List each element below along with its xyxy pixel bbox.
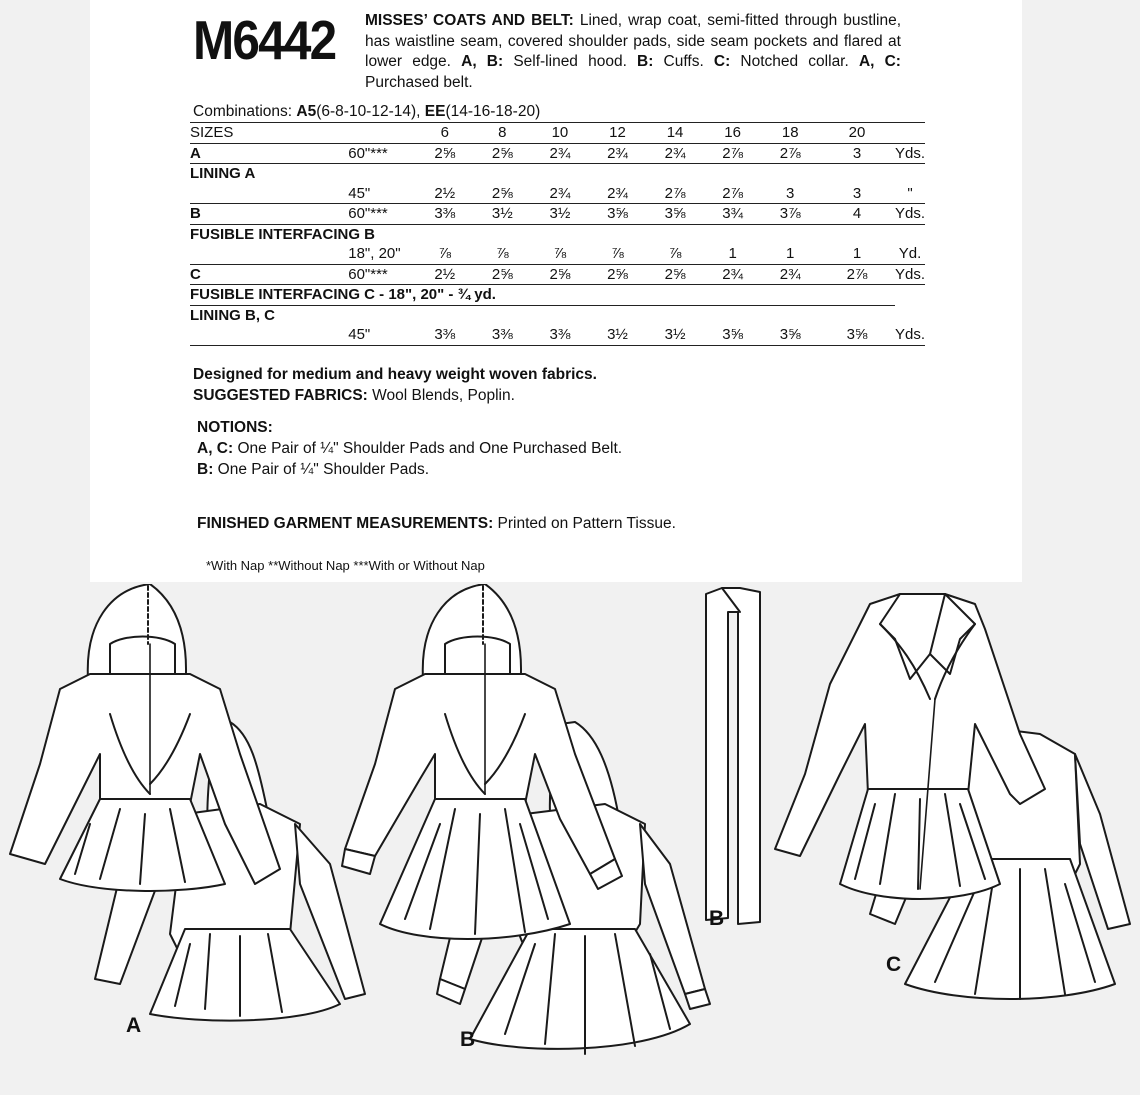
size-code-ee: EE: [424, 103, 446, 120]
yardage-value-cell: ⅞: [416, 244, 474, 264]
view-cell: A: [190, 143, 348, 164]
yardage-value-cell: 2¾: [589, 184, 647, 204]
yardage-heading-row: [190, 224, 925, 244]
view-cell: C: [190, 264, 348, 285]
yardage-value-cell: 3⅝: [704, 325, 762, 345]
suggested-fabrics: [193, 387, 515, 405]
unit-cell: ": [895, 184, 925, 204]
unit-cell: Yds.: [894, 205, 925, 222]
view-cell: [190, 184, 348, 204]
pattern-number: M6442: [193, 9, 336, 71]
yardage-row: [190, 143, 925, 164]
yardage-value-cell: 2¾: [646, 143, 704, 164]
size-header-cell: 14: [646, 123, 704, 144]
designed-for: Designed for medium and heavy weight woven fabrics.: [193, 366, 597, 383]
yardage-value-cell: 2¾: [589, 143, 647, 164]
fabric-width-cell: 60"***: [348, 143, 416, 164]
yardage-value-cell: ⅞: [531, 244, 589, 264]
yardage-value-cell: ⅞: [474, 244, 532, 264]
fabric-width-cell: 60"***: [348, 264, 416, 285]
yardage-value-cell: 3½: [474, 204, 532, 225]
yardage-value-cell: 3⅜: [531, 325, 589, 345]
yardage-value-cell: 2⅞: [704, 143, 762, 164]
view-label-b-belt: B: [709, 907, 725, 930]
yardage-row: [190, 204, 925, 225]
size-header-cell: 8: [474, 123, 532, 144]
yardage-value-cell: 3⅝: [819, 325, 895, 345]
fabric-width-cell: 18", 20": [348, 244, 416, 264]
yardage-value-cell: 2⅞: [646, 184, 704, 204]
sizes-label: SIZES: [190, 123, 416, 144]
yardage-value-cell: 1: [819, 244, 895, 264]
yardage-row: [190, 244, 925, 264]
yardage-value-cell: 3½: [646, 325, 704, 345]
technical-drawings: [0, 584, 1140, 1090]
yardage-value-cell: 2⅝: [474, 184, 532, 204]
notion-text: One Pair of ¼" Shoulder Pads and One Purchased Belt.: [237, 440, 623, 457]
yardage-value-cell: 2¾: [704, 264, 762, 285]
view-label-a: A: [126, 1014, 142, 1037]
yardage-value-cell: 2¾: [531, 143, 589, 164]
yardage-value-cell: 3⅜: [416, 204, 474, 225]
finished-measurements-label: FINISHED GARMENT MEASUREMENTS:: [197, 515, 494, 532]
yardage-value-cell: 2⅝: [589, 264, 647, 285]
belt-drawing: [706, 588, 760, 924]
size-header-cell: 6: [416, 123, 474, 144]
yardage-value-cell: 3⅝: [646, 204, 704, 225]
feature-label: A, B:: [461, 53, 504, 70]
yardage-value-cell: 2¾: [531, 184, 589, 204]
nap-footnote: *With Nap **Without Nap ***With or Without Nap: [206, 558, 485, 573]
yardage-heading-row: [190, 164, 925, 184]
feature-text: Purchased belt.: [365, 73, 473, 91]
yardage-value-cell: 2⅞: [761, 143, 819, 164]
notion-label: B:: [197, 461, 214, 478]
feature-text: Cuffs.: [663, 53, 704, 70]
size-header-cell: 10: [531, 123, 589, 144]
yardage-value-cell: 2¾: [761, 264, 819, 285]
suggested-fabrics-label: SUGGESTED FABRICS:: [193, 387, 368, 404]
notion-item: [197, 461, 429, 479]
yardage-value-cell: 3⅝: [761, 325, 819, 345]
yardage-value-cell: 3⅜: [416, 325, 474, 345]
yardage-value-cell: 2⅝: [646, 264, 704, 285]
combinations-label: Combinations:: [193, 103, 293, 120]
yardage-heading: LINING B, C: [190, 306, 275, 324]
yardage-value-cell: 3: [819, 143, 895, 164]
size-range-ee: (14-16-18-20): [445, 103, 541, 120]
yardage-heading: FUSIBLE INTERFACING B: [190, 225, 376, 243]
fabric-width-cell: 60"***: [348, 204, 416, 225]
yardage-value-cell: 2⅞: [704, 184, 762, 204]
yardage-value-cell: 3⅝: [589, 204, 647, 225]
unit-cell: Yds.: [894, 326, 925, 343]
finished-measurements: [197, 515, 676, 533]
yardage-value-cell: 1: [761, 244, 819, 264]
yardage-table: [190, 122, 925, 346]
yardage-value-cell: 2½: [416, 184, 474, 204]
feature-label: B:: [637, 53, 654, 70]
view-cell: B: [190, 204, 348, 225]
size-header-cell: 12: [589, 123, 647, 144]
yardage-value-cell: 2⅞: [819, 264, 895, 285]
notion-text: One Pair of ¼" Shoulder Pads.: [217, 461, 430, 478]
yardage-value-cell: 3¾: [704, 204, 762, 225]
notion-label: A, C:: [197, 440, 234, 457]
yardage-value-cell: 1: [704, 244, 762, 264]
size-range-a5: (6-8-10-12-14),: [316, 103, 421, 120]
yardage-row: [190, 325, 925, 345]
unit-cell: Yd.: [895, 244, 925, 264]
size-header-cell: 18: [761, 123, 819, 144]
yardage-value-cell: 3⅞: [761, 204, 819, 225]
notion-item: [197, 440, 622, 458]
pattern-description: [365, 11, 901, 93]
notions-heading: NOTIONS:: [197, 419, 273, 436]
yardage-value-cell: 3½: [589, 325, 647, 345]
view-cell: [190, 244, 348, 264]
yardage-value-cell: 2½: [416, 264, 474, 285]
feature-text: Self-lined hood.: [513, 53, 627, 70]
yardage-value-cell: 3: [819, 184, 895, 204]
yardage-value-cell: 4: [819, 204, 895, 225]
fabric-width-cell: 45": [348, 184, 416, 204]
view-label-c: C: [886, 953, 902, 976]
yardage-value-cell: 3⅜: [474, 325, 532, 345]
yardage-heading: LINING A: [190, 165, 256, 182]
yardage-heading-row: [190, 305, 925, 325]
size-header-cell: 16: [704, 123, 762, 144]
unit-cell: Yds.: [894, 265, 925, 283]
view-label-b-front: B: [460, 1028, 476, 1051]
yardage-value-cell: 2⅝: [474, 264, 532, 285]
finished-measurements-text: Printed on Pattern Tissue.: [497, 515, 676, 532]
suggested-fabrics-text: Wool Blends, Poplin.: [372, 387, 515, 404]
unit-cell: Yds.: [894, 144, 925, 162]
fabric-width-cell: 45": [348, 325, 416, 345]
sizes-header-row: [190, 123, 925, 144]
description-text: Lined, wrap coat, semi-fitted through bustline, has waistline seam, covered shoulder pads, side seam pockets and flared at lower edge.: [365, 12, 902, 70]
view-cell: [190, 325, 348, 345]
size-code-a5: A5: [296, 103, 317, 120]
feature-label: A, C:: [858, 53, 901, 70]
yardage-value-cell: 2⅝: [416, 143, 474, 164]
yardage-value-cell: 3½: [531, 204, 589, 225]
feature-label: C:: [713, 53, 731, 70]
yardage-value-cell: 3: [761, 184, 819, 204]
yardage-value-cell: 2⅝: [474, 143, 532, 164]
yardage-value-cell: ⅞: [646, 244, 704, 264]
yardage-row: [190, 184, 925, 204]
yardage-value-cell: 2⅝: [531, 264, 589, 285]
yardage-heading: FUSIBLE INTERFACING C - 18", 20" - ¾ yd.: [190, 285, 895, 306]
pattern-title: MISSES’ COATS AND BELT:: [365, 12, 574, 29]
size-header-cell: 20: [819, 123, 895, 144]
feature-text: Notched collar.: [740, 53, 849, 70]
yardage-row: [190, 264, 925, 285]
combinations-line: [193, 103, 540, 121]
yardage-heading-row: [190, 285, 925, 306]
yardage-value-cell: ⅞: [589, 244, 647, 264]
